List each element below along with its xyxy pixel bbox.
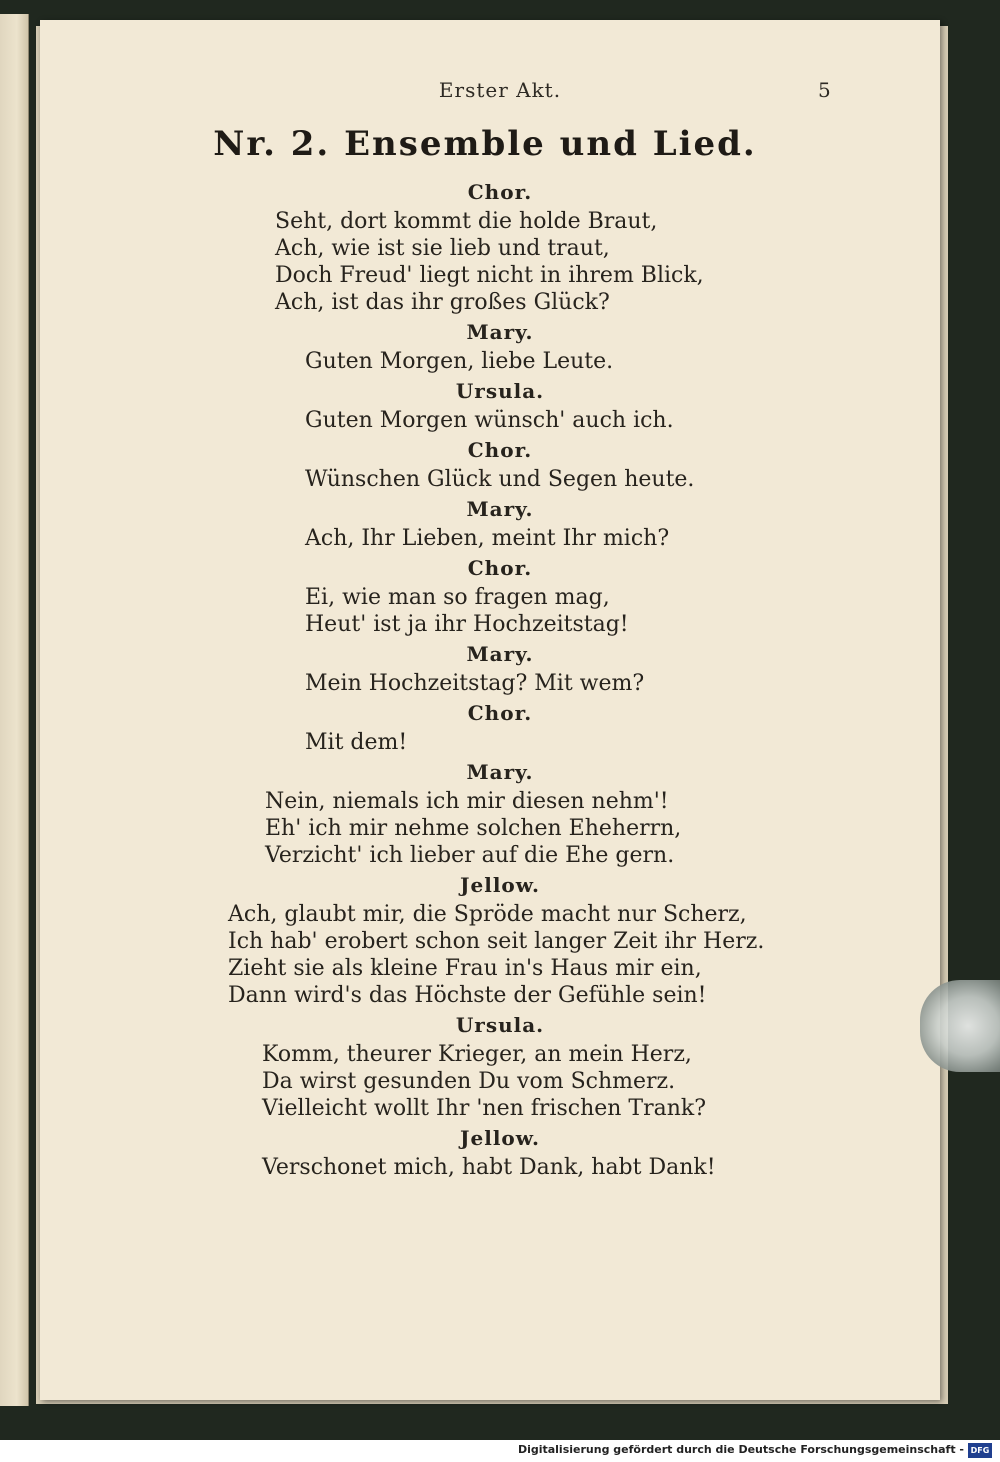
footer-bar [0,1440,1000,1462]
page-number: 5 [818,78,831,102]
running-head: Erster Akt. [438,78,562,102]
verse-line: Nein, niemals ich mir diesen nehm'! [265,789,669,814]
verse-line: Mit dem! [305,730,408,755]
speaker-label: Mary. [466,642,534,666]
speaker-label: Jellow. [460,1126,540,1150]
footer-credit: Digitalisierung gefördert durch die Deutsche Forschungsgemeinschaft - [517,1443,964,1456]
verse-line: Zieht sie als kleine Frau in's Haus mir ein, [228,956,702,981]
verse-line: Dann wird's das Höchste der Gefühle sein! [228,983,707,1008]
speaker-label: Chor. [467,701,533,725]
verse-line: Mein Hochzeitstag? Mit wem? [305,671,645,696]
verse-line: Eh' ich mir nehme solchen Eheherrn, [265,816,682,841]
speaker-label: Ursula. [455,379,545,403]
verse-line: Da wirst gesunden Du vom Schmerz. [262,1069,676,1094]
verse-line: Seht, dort kommt die holde Braut, [275,209,658,234]
speaker-label: Chor. [467,180,533,204]
verse-line: Heut' ist ja ihr Hochzeitstag! [305,612,629,637]
speaker-label: Chor. [467,438,533,462]
verse-line: Guten Morgen wünsch' auch ich. [305,408,674,433]
speaker-label: Mary. [466,497,534,521]
verse-line: Ei, wie man so fragen mag, [305,585,610,610]
section-title: Nr. 2. Ensemble und Lied. [213,124,757,164]
verse-line: Ach, Ihr Lieben, meint Ihr mich? [305,526,670,551]
speaker-label: Jellow. [460,873,540,897]
verse-line: Komm, theurer Krieger, an mein Herz, [262,1042,692,1067]
verse-line: Verschonet mich, habt Dank, habt Dank! [262,1155,716,1180]
speaker-label: Mary. [466,320,534,344]
verse-line: Ach, ist das ihr großes Glück? [275,290,610,315]
verse-line: Vielleicht wollt Ihr 'nen frischen Trank? [262,1096,707,1121]
verse-line: Verzicht' ich lieber auf die Ehe gern. [265,843,675,868]
libretto-text [0,176,1000,1181]
speaker-label: Mary. [466,760,534,784]
verse-line: Ach, wie ist sie lieb und traut, [275,236,610,261]
speaker-label: Chor. [467,556,533,580]
verse-line: Doch Freud' liegt nicht in ihrem Blick, [275,263,704,288]
verse-line: Wünschen Glück und Segen heute. [305,467,695,492]
verse-line: Ich hab' erobert schon seit langer Zeit ihr Herz. [228,929,765,954]
verse-line: Ach, glaubt mir, die Spröde macht nur Scherz, [228,902,747,927]
verse-line: Guten Morgen, liebe Leute. [305,349,614,374]
speaker-label: Ursula. [455,1013,545,1037]
dfg-logo: DFG [968,1443,992,1458]
